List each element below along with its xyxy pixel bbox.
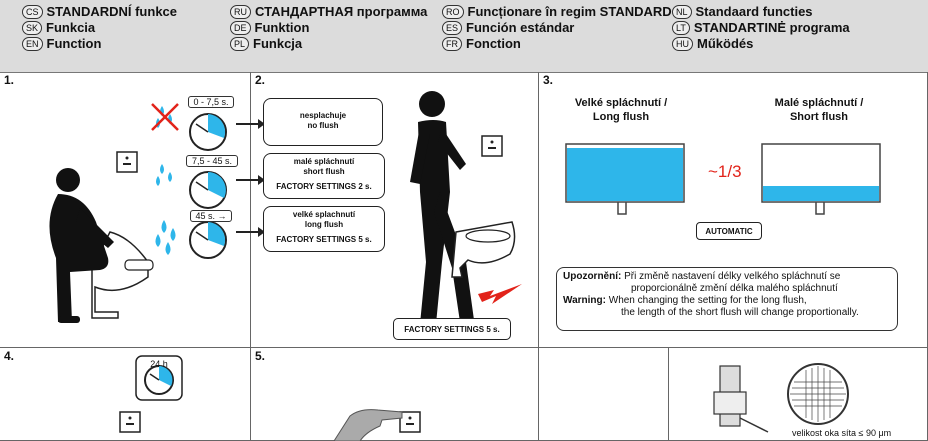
warning-line-2: proporcionálně změní délka malého spláchnutí: [631, 283, 838, 294]
box-line: short flush: [303, 167, 345, 176]
stopwatch-2-icon: [190, 172, 226, 208]
warning-text: Při změně nastavení délky velkého spláchnutí se: [624, 271, 841, 282]
step-number: 3.: [543, 73, 554, 87]
box-line: FACTORY SETTINGS 5 s.: [276, 235, 372, 244]
box-line: velké splachnutí: [292, 210, 356, 219]
title-line: Long flush: [592, 111, 650, 123]
timer-label-3: 45 s. →: [190, 210, 232, 222]
box-line: long flush: [304, 220, 344, 229]
mesh-size-label: velikost oka síta ≤ 90 μm: [792, 428, 892, 438]
automatic-box: AUTOMATIC: [696, 222, 762, 240]
box-line: malé spláchnutí: [293, 157, 355, 166]
lang-badge: LT: [672, 21, 690, 35]
box-line: no flush: [307, 121, 339, 130]
lang-badge: FR: [442, 37, 462, 51]
box-line: nesplachuje: [299, 111, 347, 120]
warning-line-4: the length of the short flush will change proportionally.: [621, 307, 859, 318]
header-text: STANDARTINĖ programa: [693, 20, 850, 35]
timer-label-1: 0 - 7,5 s.: [188, 96, 234, 108]
header-de: [230, 20, 309, 35]
header-text: Función estándar: [466, 20, 575, 35]
warning-box: [556, 267, 898, 331]
title-line: Velké spláchnutí /: [574, 97, 668, 109]
stopwatch-3-icon: [190, 222, 226, 258]
short-flush-drops-icon: [156, 164, 172, 186]
header-es: [442, 20, 574, 35]
factory-settings-box: FACTORY SETTINGS 5 s.: [393, 318, 511, 340]
header-text: Function: [46, 36, 102, 51]
header-hu: [672, 36, 753, 51]
warning-label-en: Warning:: [563, 295, 606, 306]
long-flush-title: [568, 96, 674, 124]
warning-text: When changing the setting for the long flush,: [608, 295, 807, 306]
header-lt: [672, 20, 850, 35]
lang-badge: NL: [672, 5, 692, 19]
tank-comparison: [566, 142, 886, 222]
step-number: 2.: [255, 73, 266, 87]
long-flush-drops-icon: [156, 220, 176, 255]
no-flush-box: [263, 98, 383, 146]
header-text: Funcționare în regim STANDARD: [467, 4, 672, 19]
short-flush-box: [263, 153, 385, 199]
cell-empty: [539, 348, 669, 441]
lang-badge: SK: [22, 21, 42, 35]
ratio-label: ~1/3: [708, 162, 742, 181]
timer-label-2: 7,5 - 45 s.: [186, 155, 238, 167]
header-text: Standaard functies: [695, 4, 813, 19]
header-ro: [442, 4, 672, 19]
lang-badge: CS: [22, 5, 43, 19]
lang-badge: PL: [230, 37, 249, 51]
long-flush-box: [263, 206, 385, 252]
header-text: Működés: [697, 36, 754, 51]
lang-badge: HU: [672, 37, 693, 51]
header-sk: [22, 20, 95, 35]
warning-line-3: [563, 295, 891, 307]
header-ru: [230, 4, 427, 19]
step5-hand-illustration: [330, 396, 430, 441]
step-number: 4.: [4, 349, 15, 363]
header-en: [22, 36, 101, 51]
header-text: Funkcja: [253, 36, 303, 51]
step-number: 1.: [4, 73, 15, 87]
lang-badge: DE: [230, 21, 251, 35]
header-text: Funktion: [254, 20, 310, 35]
header-text: STANDARDNÍ funkce: [46, 4, 178, 19]
header-fr: [442, 36, 521, 51]
stopwatch-1-icon: [190, 114, 226, 150]
long-flush-water: [567, 148, 683, 201]
walking-person-illustration: [390, 72, 538, 348]
title-line: Malé spláchnutí /: [774, 97, 864, 109]
header-pl: [230, 36, 302, 51]
step-number: 5.: [255, 349, 266, 363]
header-nl: [672, 4, 813, 19]
header: [0, 0, 928, 73]
header-text: Fonction: [466, 36, 521, 51]
timer-24h-label: 24 h: [150, 359, 168, 369]
warning-line-1: [563, 271, 891, 283]
box-line: FACTORY SETTINGS 2 s.: [276, 182, 372, 191]
header-text: СТАНДАРТНАЯ программа: [255, 4, 428, 19]
header-text: Funkcia: [46, 20, 96, 35]
warning-label-cs: Upozornění:: [563, 271, 622, 282]
short-flush-water: [763, 186, 879, 201]
short-flush-title: [764, 96, 874, 124]
title-line: Short flush: [789, 111, 849, 123]
no-flush-drops-icon: [152, 104, 178, 130]
lang-badge: ES: [442, 21, 462, 35]
header-cs: [22, 4, 177, 19]
lang-badge: RO: [442, 5, 464, 19]
timer-column: [150, 92, 240, 262]
lang-badge: EN: [22, 37, 43, 51]
lang-badge: RU: [230, 5, 251, 19]
